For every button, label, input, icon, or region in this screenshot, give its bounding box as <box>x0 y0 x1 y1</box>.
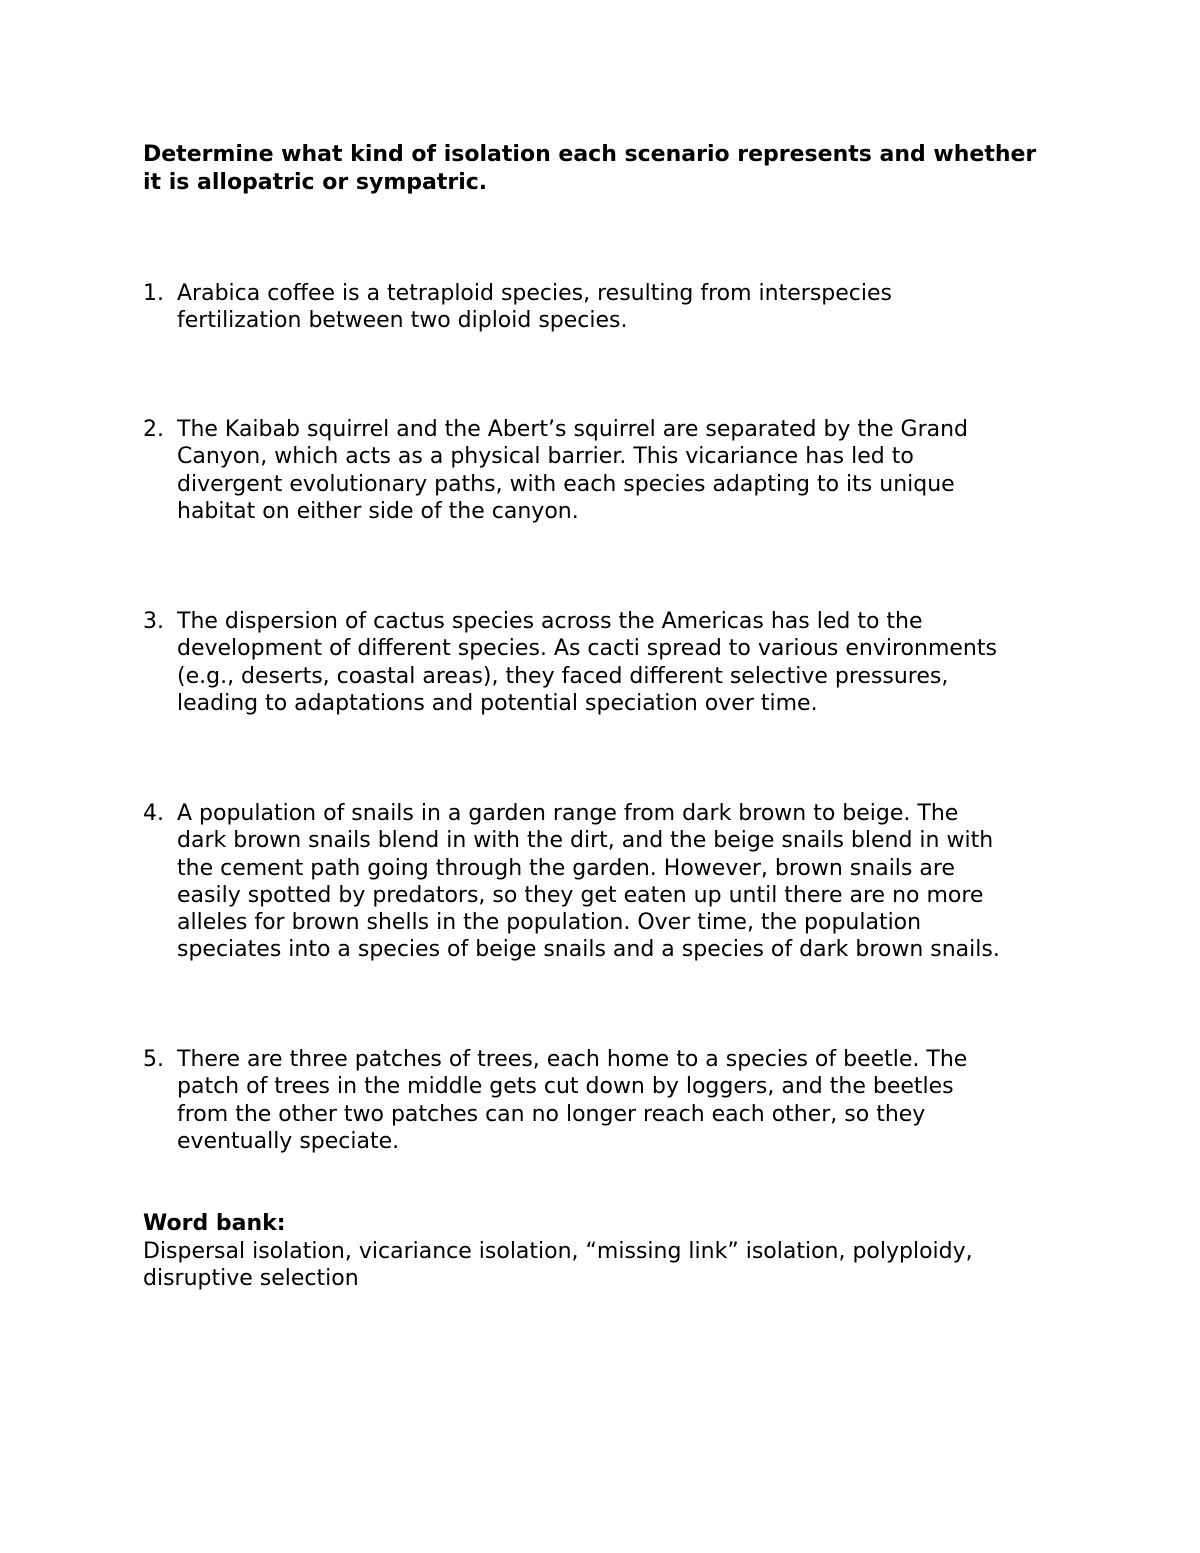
word-bank <box>143 1210 1073 1293</box>
question-number: 4. <box>143 801 164 826</box>
question-text: The dispersion of cactus species across the Americas has led to the development of different species. As cacti spread to various environments (e.g., deserts, coastal areas), they faced different selective pressures, leading to adaptations and potential speciation over time. <box>177 609 997 716</box>
question-number: 5. <box>143 1047 164 1072</box>
instructions-heading: Determine what kind of isolation each scenario represents and whether it is allopatric or sympatric. <box>143 142 1037 195</box>
question-item-2 <box>143 416 1073 525</box>
question-number: 3. <box>143 609 164 634</box>
question-item-3 <box>143 608 1073 717</box>
question-number: 1. <box>143 281 164 306</box>
question-number: 2. <box>143 417 164 442</box>
word-bank-heading: Word bank: <box>143 1211 286 1236</box>
question-text: There are three patches of trees, each home to a species of beetle. The patch of trees in the middle gets cut down by loggers, and the beetles from the other two patches can no longer reach each other, so they eventually speciate. <box>177 1047 968 1154</box>
question-text: Arabica coffee is a tetraploid species, resulting from interspecies fertilization between two diploid species. <box>177 281 892 334</box>
question-item-5 <box>143 1046 1073 1155</box>
question-item-4 <box>143 800 1073 964</box>
question-text: The Kaibab squirrel and the Abert’s squirrel are separated by the Grand Canyon, which acts as a physical barrier. This vicariance has led to divergent evolutionary paths, with each species adapting to its unique habitat on either side of the canyon. <box>177 417 969 524</box>
question-text: A population of snails in a garden range from dark brown to beige. The dark brown snails blend in with the dirt, and the beige snails blend in with the cement path going through the garden. However, brown snails are easily spotted by predators, so they get eaten up until there are no more alleles for brown shells in the population. Over time, the population speciates into a species of beige snails and a species of dark brown snails. <box>177 801 1000 963</box>
question-item-1 <box>143 280 1073 335</box>
word-bank-terms: Dispersal isolation, vicariance isolation, “missing link” isolation, polyploidy, disruptive selection <box>143 1238 973 1291</box>
